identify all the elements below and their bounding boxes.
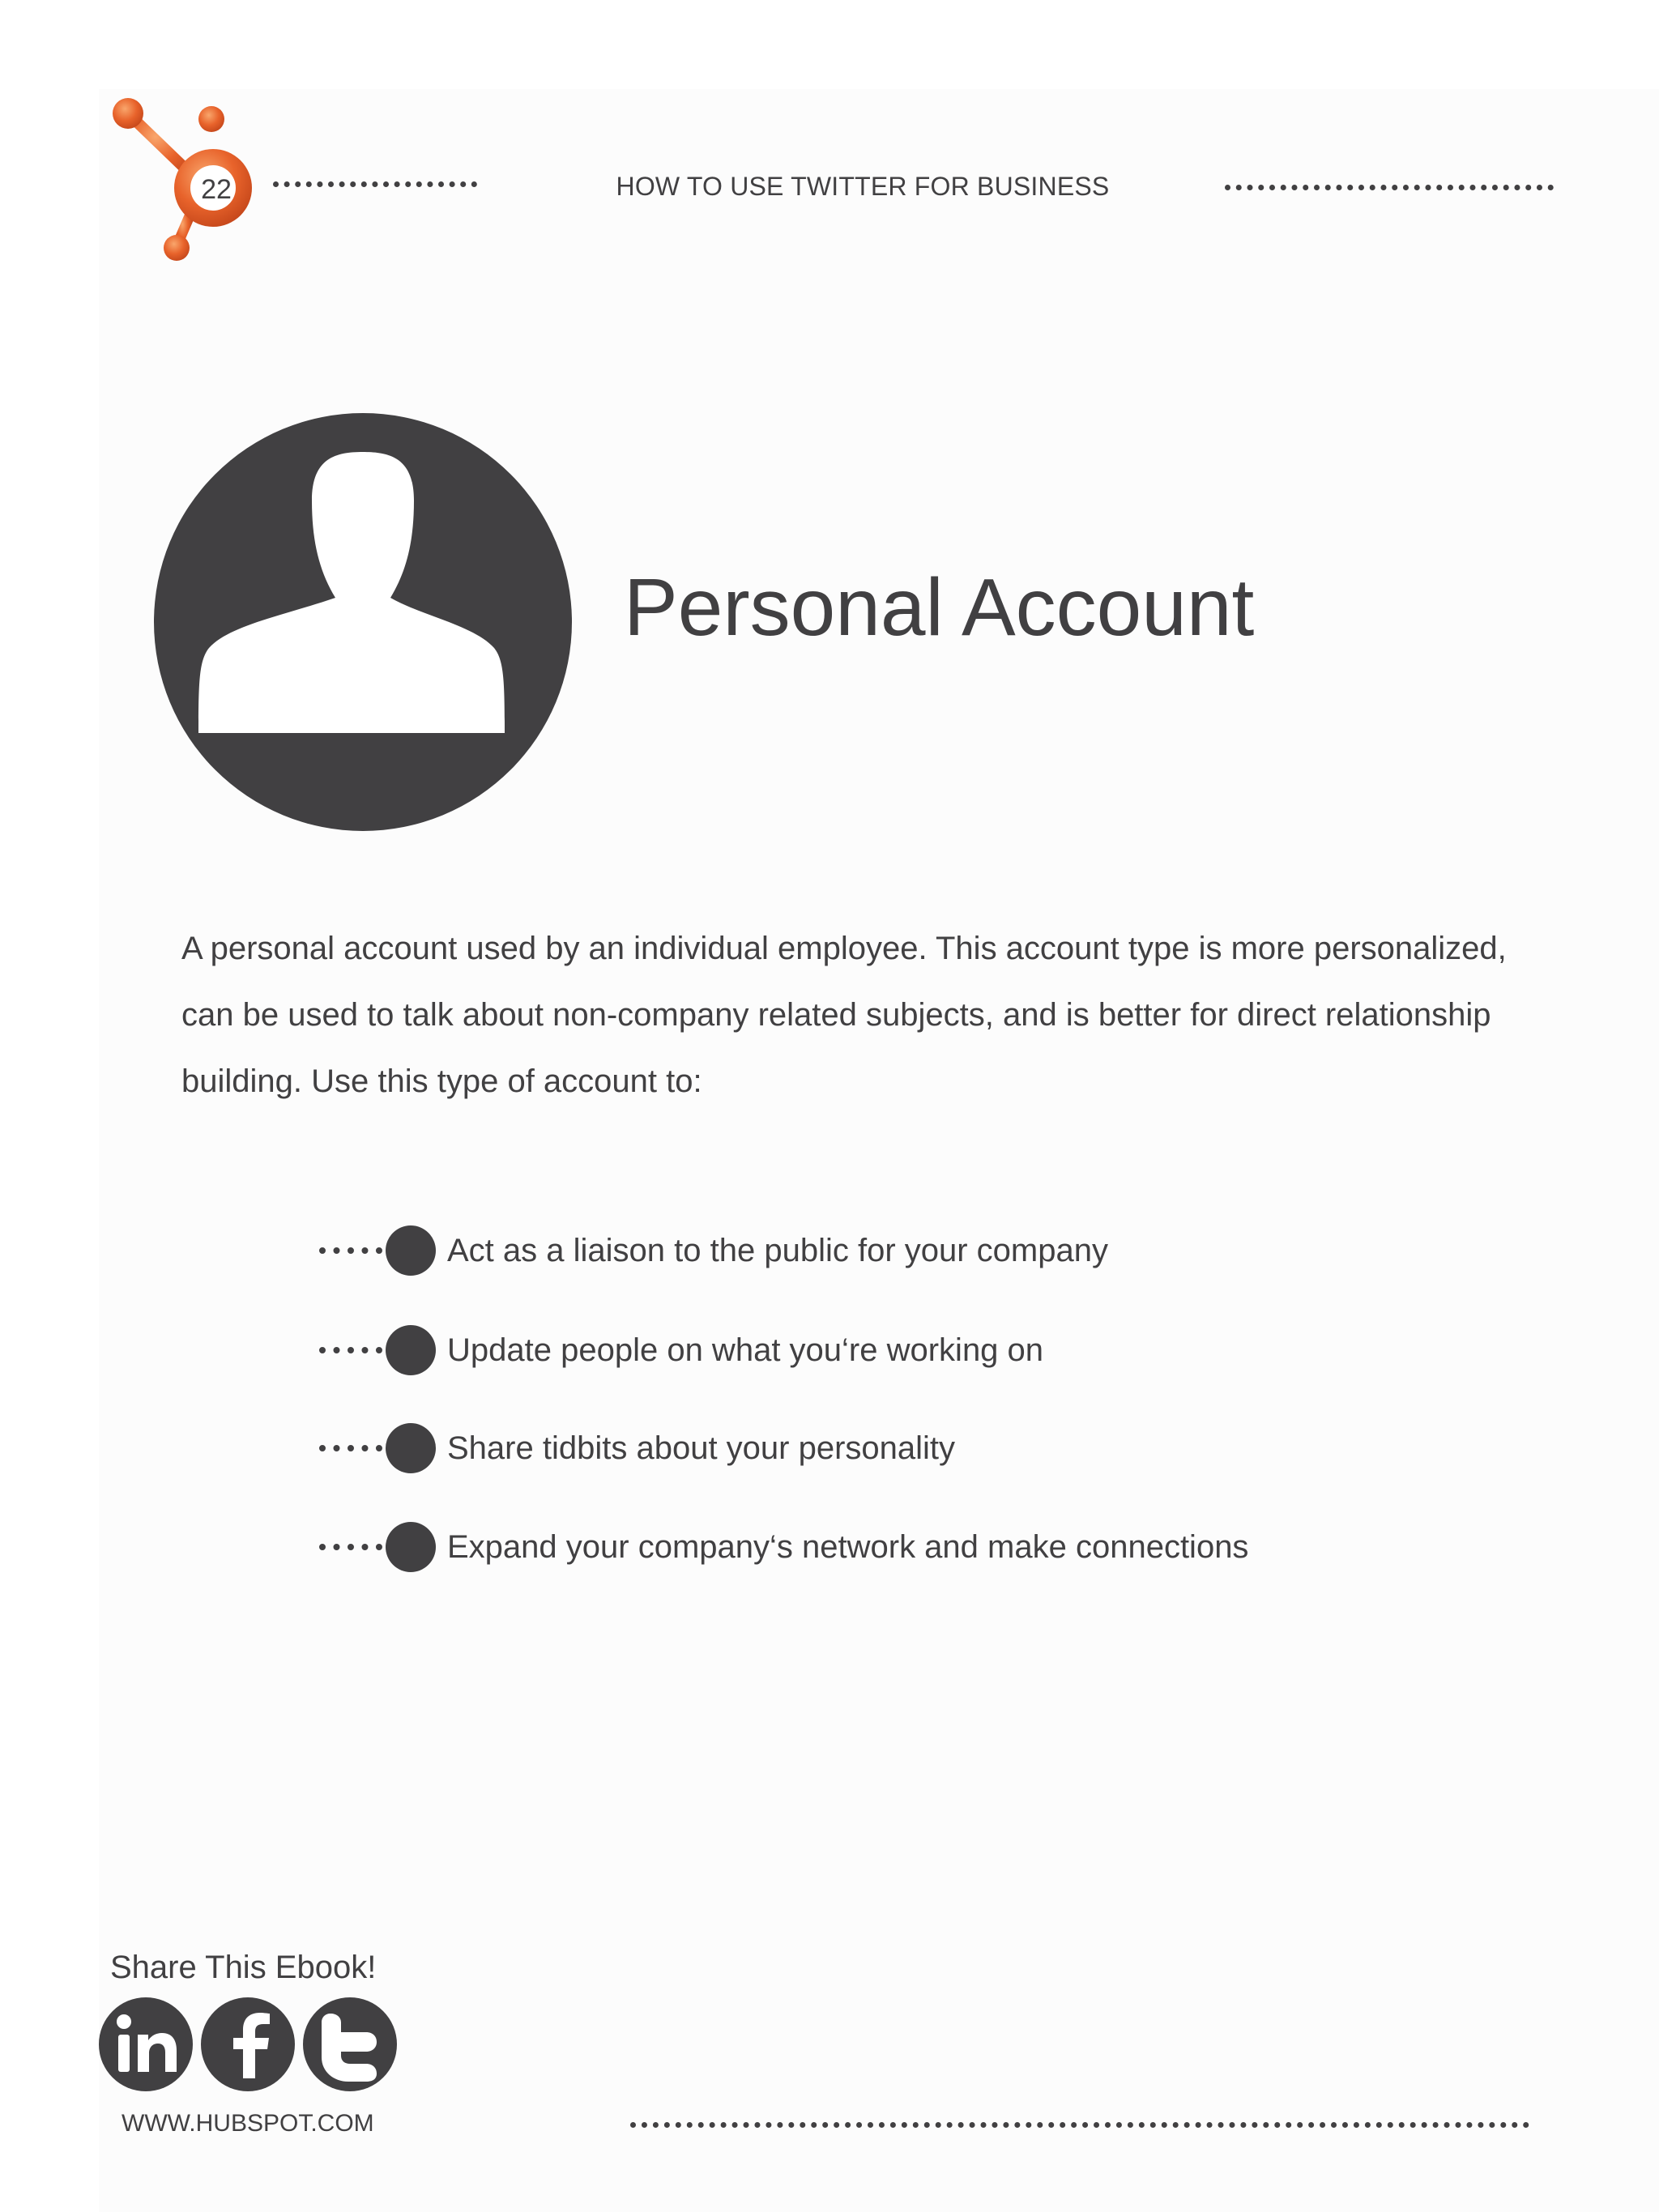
bullet-text: Act as a liaison to the public for your company: [447, 1233, 1108, 1268]
bullet-dot-icon: [386, 1423, 436, 1473]
bullet-dot-icon: [386, 1522, 436, 1572]
section-title: Personal Account: [624, 562, 1255, 653]
header-title: HOW TO USE TWITTER FOR BUSINESS: [616, 172, 1110, 201]
person-silhouette-icon: [154, 413, 572, 831]
bullet-item: [319, 1224, 1108, 1277]
body-paragraph: A personal account used by an individual employee. This account type is more personalized, can be used to talk about non-company related subjects, and is better for direct relationship building. Use this type of account to:: [181, 931, 1507, 1099]
bullet-text: Expand your company‘s network and make connections: [447, 1529, 1249, 1565]
bullet-connector: [319, 1544, 382, 1550]
bullet-dot-icon: [386, 1225, 436, 1276]
bullet-item: [319, 1323, 1043, 1377]
twitter-icon[interactable]: [303, 1997, 397, 2091]
share-label: Share This Ebook!: [110, 1950, 377, 1985]
website-link[interactable]: WWW.HUBSPOT.COM: [122, 2110, 374, 2137]
linkedin-icon[interactable]: [99, 1997, 193, 2091]
page-number: 22: [201, 174, 232, 205]
bullet-dot-icon: [386, 1325, 436, 1375]
bullet-connector: [319, 1445, 382, 1451]
page-background: [99, 89, 1659, 2212]
bullet-connector: [319, 1247, 382, 1254]
bullet-text: Share tidbits about your personality: [447, 1430, 956, 1466]
bullet-connector: [319, 1347, 382, 1353]
header-divider-left: [273, 181, 477, 187]
header-divider-right: [1225, 185, 1554, 190]
facebook-icon[interactable]: [201, 1997, 295, 2091]
bullet-item: [319, 1421, 955, 1475]
bullet-text: Update people on what you‘re working on: [447, 1332, 1044, 1368]
footer-divider: [630, 2122, 1529, 2128]
bullet-item: [319, 1520, 1248, 1574]
